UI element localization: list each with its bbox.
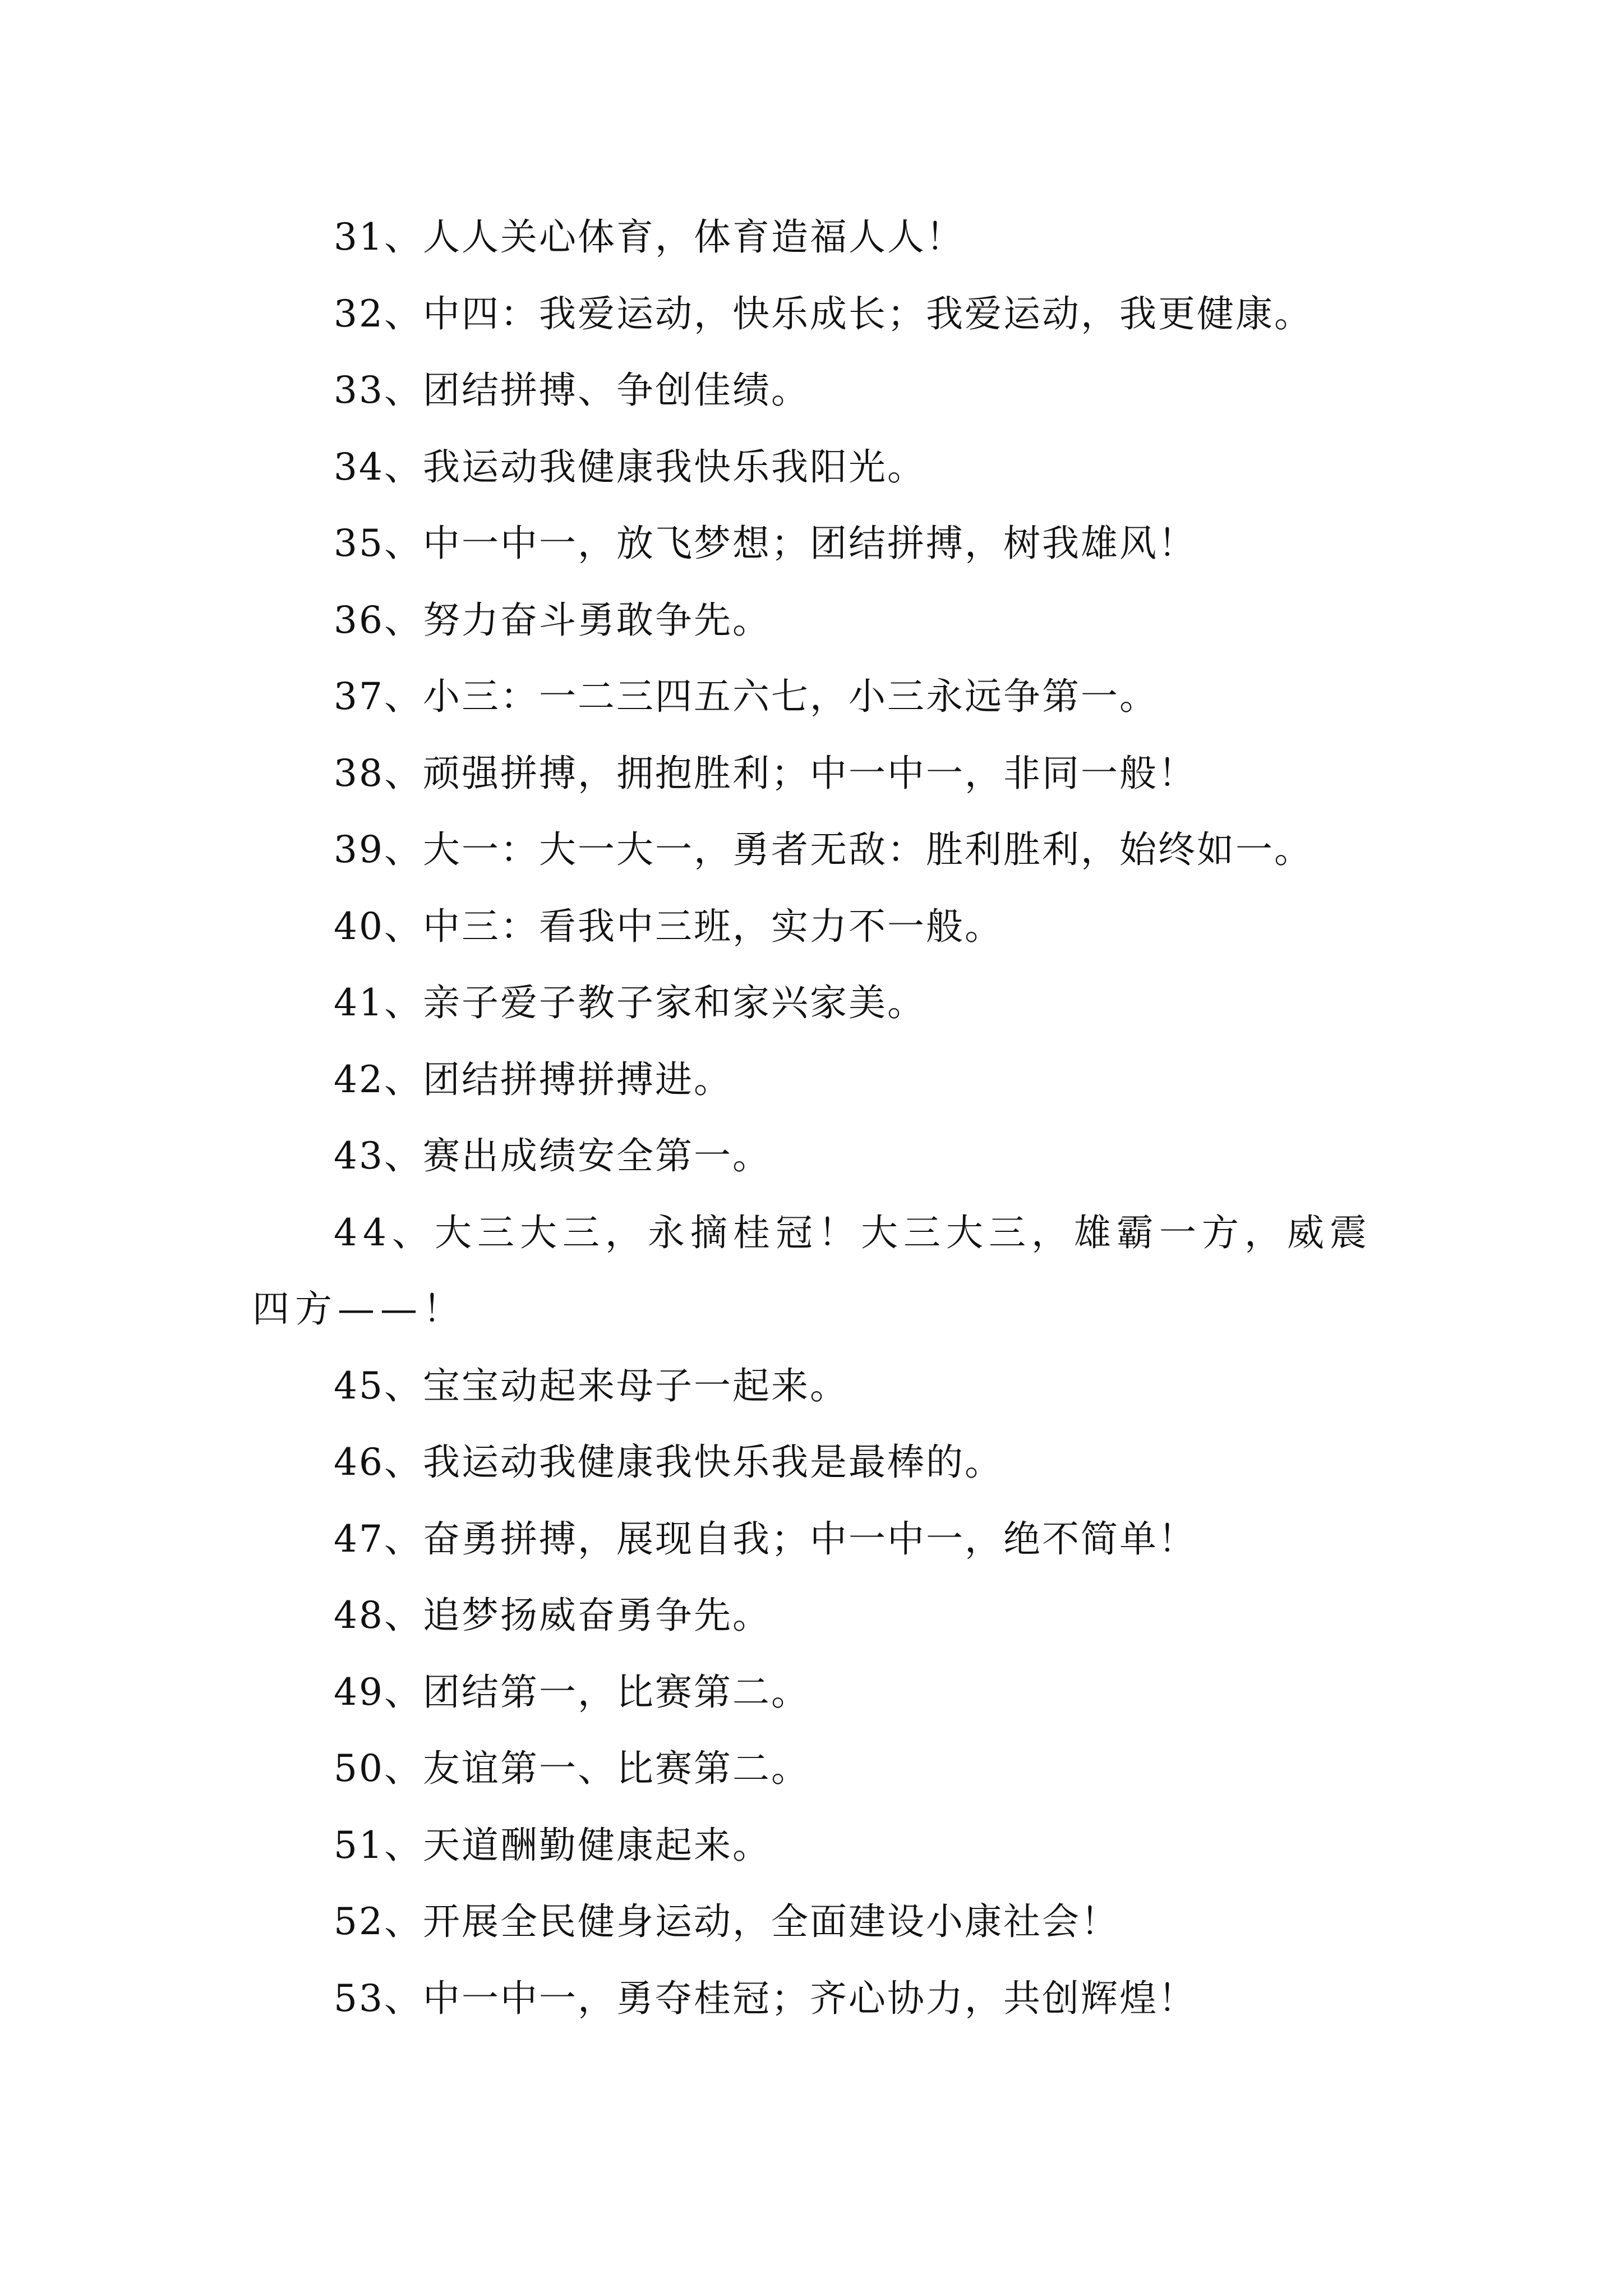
slogan-line-37: 37、小三：一二三四五六七，小三永远争第一。 [334,675,1158,718]
slogan-line-40: 40、中三：看我中三班，实力不一般。 [334,904,1003,948]
slogan-line-42: 42、团结拼搏拼搏进。 [334,1057,732,1101]
slogan-line-45: 45、宝宝动起来母子一起来。 [334,1364,849,1407]
slogan-line-46: 46、我运动我健康我快乐我是最棒的。 [334,1441,1003,1484]
slogan-line-32: 32、中四：我爱运动，快乐成长；我爱运动，我更健康。 [334,292,1313,335]
slogan-line-44: 44、大三大三，永摘桂冠！大三大三，雄霸一方，威震四方——！ [252,1211,1372,1331]
slogan-line-53: 53、中一中一，勇夺桂冠；齐心协力，共创辉煌！ [334,1976,1197,2020]
slogan-line-48: 48、追梦扬威奋勇争先。 [334,1594,771,1637]
slogan-line-31: 31、人人关心体育，体育造福人人！ [334,215,965,259]
slogan-line-35: 35、中一中一，放飞梦想；团结拼搏，树我雄风！ [334,522,1197,565]
slogan-line-39: 39、大一：大一大一，勇者无敌：胜利胜利，始终如一。 [334,828,1313,871]
slogan-line-41: 41、亲子爱子教子家和家兴家美。 [334,981,926,1024]
document-body [252,199,1380,2037]
slogan-line-49: 49、团结第一，比赛第二。 [334,1670,810,1714]
slogan-line-50: 50、友谊第一、比赛第二。 [334,1747,810,1790]
slogan-line-33: 33、团结拼搏、争创佳绩。 [334,369,810,412]
slogan-line-38: 38、顽强拼搏，拥抱胜利；中一中一，非同一般！ [334,751,1197,795]
slogan-line-47: 47、奋勇拼搏，展现自我；中一中一，绝不简单！ [334,1517,1197,1561]
slogan-line-51: 51、天道酬勤健康起来。 [334,1823,771,1867]
slogan-line-52: 52、开展全民健身运动，全面建设小康社会！ [334,1900,1119,1943]
slogan-line-43: 43、赛出成绩安全第一。 [334,1134,771,1177]
slogan-line-36: 36、努力奋斗勇敢争先。 [334,598,771,642]
slogan-line-34: 34、我运动我健康我快乐我阳光。 [334,445,926,489]
